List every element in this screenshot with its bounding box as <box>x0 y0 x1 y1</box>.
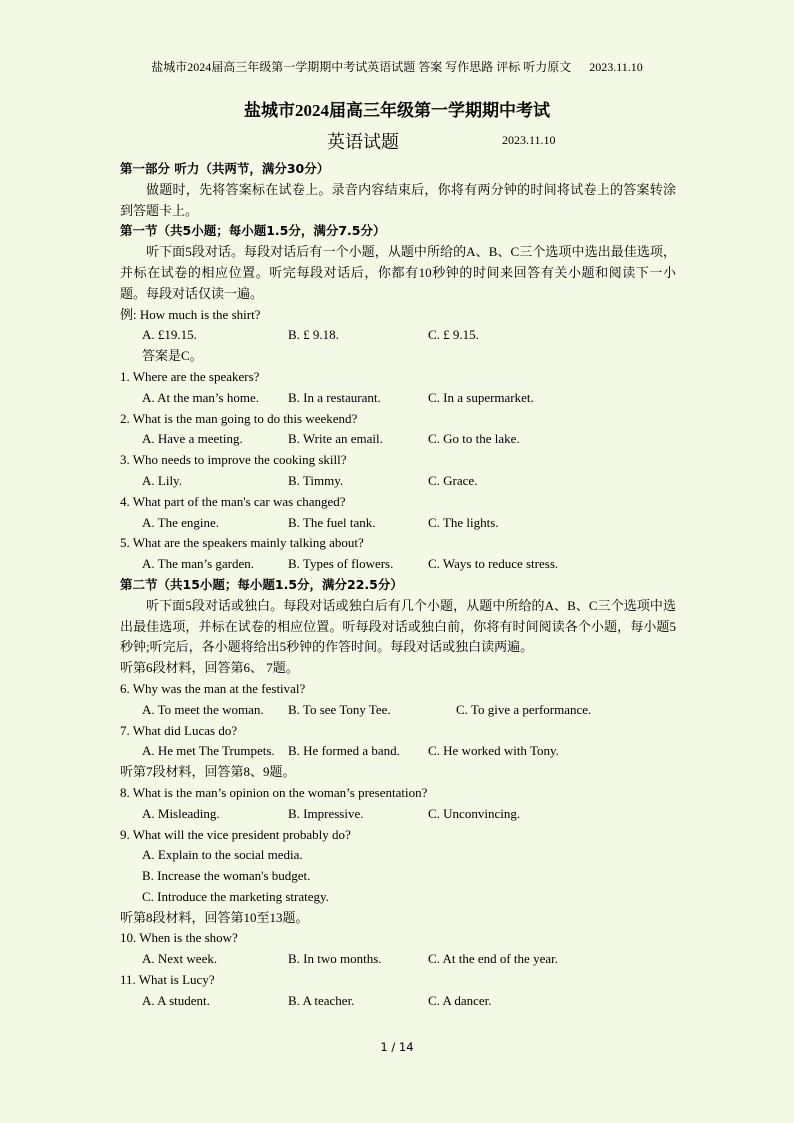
q6-option-c: C. To give a performance. <box>456 701 592 717</box>
question-6-options <box>120 700 676 721</box>
section2-instruction: 听下面5段对话或独白。每段对话或独白后有几个小题，从题中所给的A、B、C三个选项中选出最佳选项，并标在试卷的相应位置。听每段对话或独白前，你将有时间阅读各个小题，每小题5秒钟;听完后，各小题将给出5秒钟的作答时间。每段对话或独白读两遍。 <box>120 597 676 655</box>
section2-heading: 第二节（共15小题；每小题1.5分，满分22.5分） <box>120 576 403 592</box>
question-7: 7. What did Lucas do? <box>120 722 238 738</box>
q4-option-b: B. The fuel tank. <box>288 514 376 530</box>
question-3-options <box>120 471 676 492</box>
section1-heading: 第一节（共5小题；每小题1.5分，满分7.5分） <box>120 223 386 239</box>
example-option-b: B. £ 9.18. <box>288 327 339 343</box>
example-answer: 答案是C。 <box>142 348 203 364</box>
exam-date: 2023.11.10 <box>502 133 556 147</box>
q7-option-c: C. He worked with Tony. <box>428 743 559 759</box>
q11-option-a: A. A student. <box>142 992 210 1008</box>
q5-option-a: A. The man’s garden. <box>142 556 255 572</box>
question-2-options <box>120 429 676 450</box>
section1-instruction: 听下面5段对话。每段对话后有一个小题，从题中所给的A、B、C三个选项中选出最佳选项，并标在试卷的相应位置。听完每段对话后，你都有10秒钟的时间来回答有关小题和阅读下一小题。每段对话仅读一遍。 <box>120 244 676 301</box>
question-10-options <box>120 949 676 970</box>
question-6: 6. Why was the man at the festival? <box>120 680 306 696</box>
q4-option-a: A. The engine. <box>142 514 220 530</box>
q3-option-b: B. Timmy. <box>288 472 344 488</box>
question-5-options <box>120 554 676 575</box>
q11-option-c: C. A dancer. <box>428 992 492 1008</box>
q2-option-c: C. Go to the lake. <box>428 431 520 447</box>
q5-option-c: C. Ways to reduce stress. <box>428 556 559 572</box>
question-10: 10. When is the show? <box>120 930 238 946</box>
q1-option-a: A. At the man’s home. <box>142 389 259 405</box>
q5-option-b: B. Types of flowers. <box>288 556 394 572</box>
exam-content <box>120 159 676 1012</box>
q8-option-b: B. Impressive. <box>288 805 364 821</box>
material-8-intro: 听第8段材料，回答第10至13题。 <box>120 909 309 925</box>
q6-option-a: A. To meet the woman. <box>142 701 264 717</box>
question-1: 1. Where are the speakers? <box>120 368 260 384</box>
q9-option-b: B. Increase the woman's budget. <box>142 868 311 884</box>
example-option-c: C. £ 9.15. <box>428 327 479 343</box>
question-1-options <box>120 388 676 409</box>
exam-title: 盐城市2024届高三年级第一学期期中考试 <box>244 101 550 120</box>
q10-option-b: B. In two months. <box>288 951 382 967</box>
question-4: 4. What part of the man's car was changed? <box>120 493 346 509</box>
page-header: 盐城市2024届高三年级第一学期期中考试英语试题 答案 写作思路 评标 听力原文 2023.11.10 <box>151 60 643 74</box>
question-8-options <box>120 804 676 825</box>
q8-option-a: A. Misleading. <box>142 805 220 821</box>
question-11-options <box>120 991 676 1012</box>
q1-option-b: B. In a restaurant. <box>288 389 381 405</box>
question-4-options <box>120 513 676 534</box>
q9-option-a: A. Explain to the social media. <box>142 847 303 863</box>
q11-option-b: B. A teacher. <box>288 992 355 1008</box>
material-6-intro: 听第6段材料，回答第6、 7题。 <box>120 660 299 676</box>
question-3: 3. Who needs to improve the cooking skill? <box>120 452 347 468</box>
exam-subtitle: 英语试题 <box>327 132 399 152</box>
q7-option-a: A. He met The Trumpets. <box>142 743 275 759</box>
q9-option-c: C. Introduce the marketing strategy. <box>142 888 329 904</box>
q3-option-a: A. Lily. <box>142 472 182 488</box>
subtitle-row <box>0 128 794 152</box>
q7-option-b: B. He formed a band. <box>288 743 400 759</box>
question-2: 2. What is the man going to do this weekend? <box>120 410 358 426</box>
question-7-options <box>120 741 676 762</box>
question-5: 5. What are the speakers mainly talking about? <box>120 535 364 551</box>
example-options <box>120 325 676 346</box>
q1-option-c: C. In a supermarket. <box>428 389 534 405</box>
q10-option-c: C. At the end of the year. <box>428 951 558 967</box>
q2-option-b: B. Write an email. <box>288 431 383 447</box>
q3-option-c: C. Grace. <box>428 472 478 488</box>
material-7-intro: 听第7段材料，回答第8、9题。 <box>120 764 296 780</box>
q4-option-c: C. The lights. <box>428 514 499 530</box>
q8-option-c: C. Unconvincing. <box>428 805 521 821</box>
question-9: 9. What will the vice president probably do? <box>120 826 351 842</box>
part1-heading: 第一部分 听力（共两节，满分30分） <box>120 161 330 176</box>
q6-option-b: B. To see Tony Tee. <box>288 701 391 717</box>
page-number: 1 / 14 <box>380 1040 414 1054</box>
example-question: 例: How much is the shirt? <box>120 306 261 322</box>
question-11: 11. What is Lucy? <box>120 972 215 988</box>
q10-option-a: A. Next week. <box>142 951 218 967</box>
q2-option-a: A. Have a meeting. <box>142 431 243 447</box>
part1-instruction: 做题时，先将答案标在试卷上。录音内容结束后，你将有两分钟的时间将试卷上的答案转涂到答题卡上。 <box>120 181 676 218</box>
question-8: 8. What is the man’s opinion on the woman’s presentation? <box>120 784 428 800</box>
example-option-a: A. £19.15. <box>142 327 197 343</box>
